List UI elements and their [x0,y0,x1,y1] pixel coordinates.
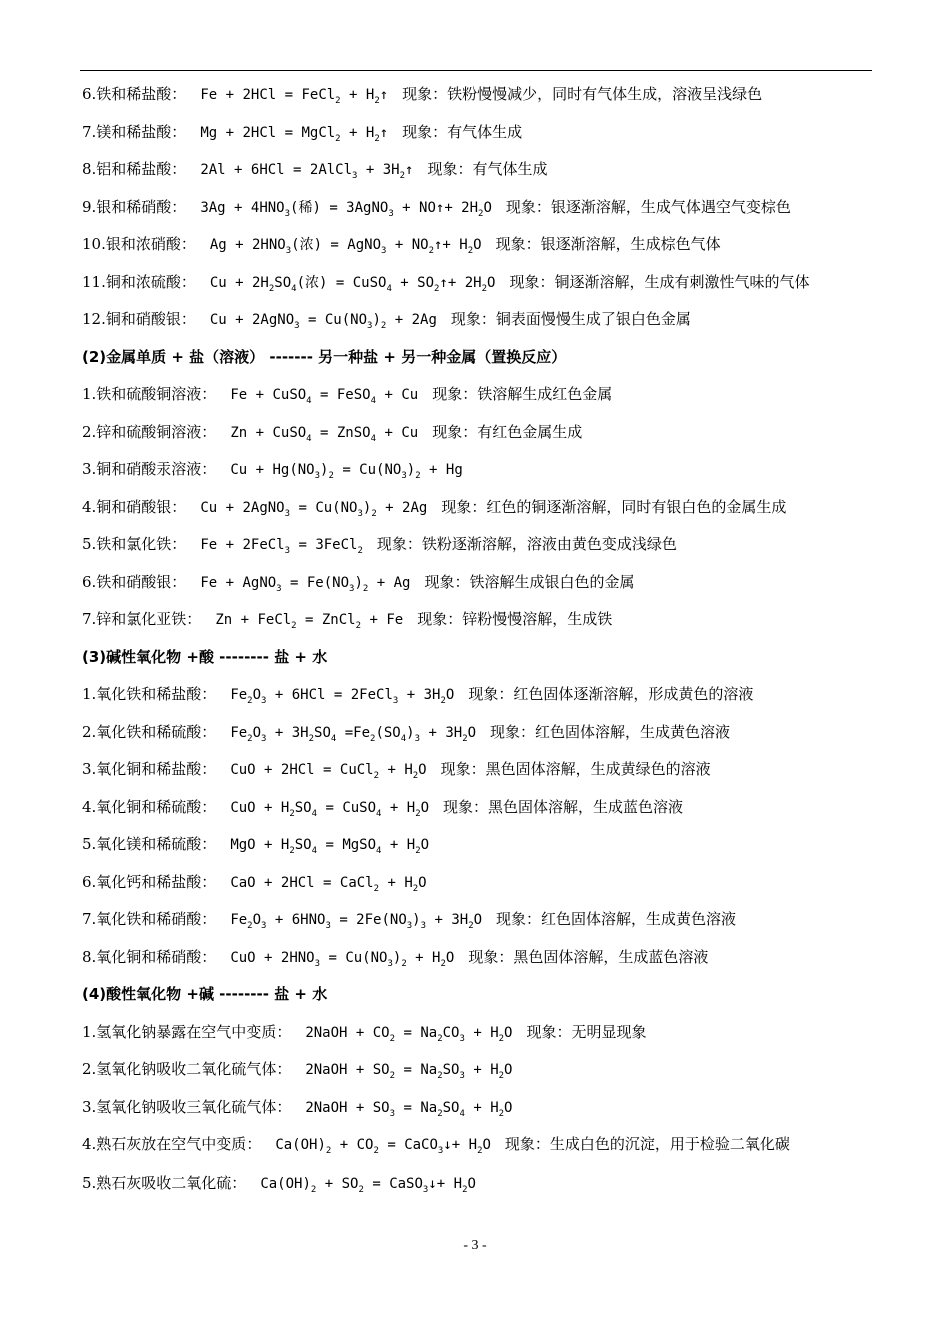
chemical-equation: Mg + 2HCl = MgCl$_2$ + $H_2↑$ [200,124,389,144]
reaction-label: 6.铁和硝酸银： [82,572,187,591]
chemical-equation: Fe + AgNO$_3$ = $Fe(NO_3)_2 + Ag$ [200,574,411,594]
chemical-equation: MgO + $H_2SO_4$ = MgSO$_4$ + $H_2O$ [230,837,430,856]
reaction-line [82,601,872,639]
reaction-line [82,789,872,827]
reaction-label: 2.锌和硫酸铜溶液： [82,422,217,441]
reaction-label: 2.氧化铁和稀硫酸： [82,722,217,741]
reaction-line [82,1051,872,1089]
chemical-equation: CaO + 2HCl = CaCl$_2$ + $H_2O$ [230,874,427,894]
reaction-line [82,1126,872,1165]
reaction-label: 3.氧化铜和稀盐酸： [82,760,217,778]
chemical-equation: CuO + $H_2SO_4$ = CuSO$_4$ + $H_2O$ [230,799,430,819]
chemical-equation: 2NaOH + $SO_3 = Na_2SO_4 + H_2O$ [305,1099,513,1119]
document-body [82,76,872,1202]
chemical-equation: Cu + 2AgNO$_3$ = $Cu(NO_3)_2 + 2Ag$ [209,312,437,331]
reaction-label: 1.氧化铁和稀盐酸： [82,685,217,703]
reaction-phenomenon: 现象：铁溶解生成红色金属 [432,385,613,403]
reaction-phenomenon: 现象：铜表面慢慢生成了银白色金属 [450,310,691,328]
reaction-phenomenon: 现象：锌粉慢慢溶解，生成铁 [417,610,613,628]
reaction-label: 4.铜和硝酸银： [82,497,187,516]
reaction-phenomenon: 现象：红色固体溶解，生成黄色溶液 [496,910,737,928]
chemical-equation: $Cu + 2H_2SO_4$(浓) = CuSO$_4$ + $SO_2↑+ 2H_2O$ [209,274,496,294]
chemical-equation: Cu + 2AgNO$_3$ = $Cu(NO_3)_2 + 2Ag$ [200,499,428,519]
reaction-phenomenon: 现象：红色固体逐渐溶解，形成黄色的溶液 [468,685,754,703]
reaction-phenomenon: 现象：有气体生成 [402,122,523,141]
reaction-line [82,1165,872,1203]
reaction-line [82,751,872,789]
reaction-label: 5.氧化镁和稀硫酸： [82,835,217,853]
reaction-line [82,414,872,452]
reaction-label: 8.氧化铜和稀硝酸： [82,947,217,966]
reaction-phenomenon: 现象：有气体生成 [427,160,548,178]
reaction-label: 12.铜和硝酸银： [82,310,196,328]
section-heading-basic-oxide-acid: (3)碱性氧化物 +酸 -------- 盐 + 水 [82,647,328,666]
reaction-label: 3.氢氧化钠吸收三氧化硫气体： [82,1097,292,1116]
section-heading-acidic-oxide-base: (4)酸性氧化物 +碱 -------- 盐 + 水 [82,985,328,1003]
reaction-line [82,939,872,977]
reaction-phenomenon: 现象：铁粉逐渐溶解，溶液由黄色变成浅绿色 [376,535,677,553]
reaction-phenomenon: 现象：银逐渐溶解，生成气体遇空气变棕色 [505,197,791,216]
reaction-line [82,376,872,414]
reaction-label: 1.铁和硫酸铜溶液： [82,385,217,403]
chemical-equation: $3Ag + 4HNO_3$(稀) = 3AgNO$_3$ + NO↑+ $2H_2O$ [200,199,492,219]
chemical-equation: $Cu + Hg(NO_3)_2 = Cu(NO_3)_2 + Hg$ [230,462,463,481]
header-rule [80,70,872,71]
reaction-label: 7.氧化铁和稀硝酸： [82,910,217,928]
reaction-label: 2.氢氧化钠吸收二氧化硫气体： [82,1060,292,1078]
reaction-phenomenon: 现象：生成白色的沉淀，用于检验二氧化碳 [504,1135,790,1153]
reaction-line [82,264,872,302]
reaction-phenomenon: 现象：铁粉慢慢减少，同时有气体生成，溶液呈浅绿色 [402,85,763,103]
chemical-equation: $Ca(OH)_2 + SO_2$ = CaSO$_3$↓+ $H_2O$ [260,1175,476,1195]
reaction-phenomenon: 现象：无明显现象 [526,1022,647,1041]
reaction-label: 8.铝和稀盐酸： [82,160,187,178]
reaction-phenomenon: 现象：红色固体溶解，生成黄色溶液 [490,722,731,741]
reaction-line [82,226,872,264]
reaction-line [82,901,872,939]
chemical-equation: 2NaOH + $SO_2 = Na_2SO_3 + H_2O$ [305,1062,513,1081]
reaction-label: 6.铁和稀盐酸： [82,85,187,103]
reaction-label: 5.铁和氯化铁： [82,535,187,553]
reaction-line [82,489,872,527]
chemical-equation: Fe + CuSO$_4$ = FeSO$_4$ + Cu [230,387,419,406]
reaction-line [82,714,872,752]
reaction-line [82,1089,872,1127]
reaction-line [82,301,872,339]
chemical-equation: 2Al + 6HCl = 2AlCl$_3$ + $3H_2↑$ [200,162,414,181]
reaction-label: 3.铜和硝酸汞溶液： [82,460,217,478]
reaction-phenomenon: 现象：红色的铜逐渐溶解，同时有银白色的金属生成 [441,497,787,516]
chemical-equation: $Fe_2O_3 + 6HCl$ = 2FeCl$_3$ + $3H_2O$ [230,687,455,706]
reaction-phenomenon: 现象：银逐渐溶解，生成棕色气体 [495,235,721,253]
reaction-label: 6.氧化钙和稀盐酸： [82,872,217,891]
chemical-equation: Fe + 2FeCl$_3$ = 3FeCl$_2$ [200,537,363,556]
chemical-equation: CuO + $2HNO_3 = Cu(NO_3)_2 + H_2O$ [230,949,455,969]
reaction-line [82,76,872,114]
reaction-label: 4.熟石灰放在空气中变质： [82,1135,262,1153]
chemical-equation: CuO + 2HCl = CuCl$_2$ + $H_2O$ [230,762,427,781]
chemical-equation: Zn + FeCl$_2$ = ZnCl$_2$ + Fe [215,612,404,631]
reaction-label: 1.氢氧化钠暴露在空气中变质： [82,1022,292,1041]
reaction-line [82,826,872,864]
reaction-line [82,114,872,152]
reaction-line [82,526,872,564]
reaction-label: 7.锌和氯化亚铁： [82,610,202,628]
reaction-label: 10.银和浓硝酸： [82,235,196,253]
section-heading-metal-salt: (2)金属单质 + 盐（溶液） ------- 另一种盐 + 另一种金属（置换反应） [82,347,567,366]
reaction-phenomenon: 现象：铁溶解生成银白色的金属 [424,572,635,591]
reaction-phenomenon: 现象：铜逐渐溶解，生成有刺激性气味的气体 [509,272,810,291]
reaction-phenomenon: 现象：有红色金属生成 [432,422,583,441]
reaction-label: 11.铜和浓硫酸： [82,272,196,291]
chemical-equation: Zn + CuSO$_4$ = ZnSO$_4$ + Cu [230,424,419,444]
reaction-label: 7.镁和稀盐酸： [82,122,187,141]
page-number: - 3 - [463,1238,487,1253]
chemical-equation: $Fe_2O_3 + 3H_2SO_4 =Fe_2(SO_4)_3 + 3H_2O$ [230,724,477,744]
chemical-equation: 2NaOH + $CO_2 = Na_2CO_3 + H_2O$ [305,1024,513,1044]
reaction-label: 9.银和稀硝酸： [82,197,187,216]
chemical-equation: $Ca(OH)_2 + CO_2$ = CaCO$_3$↓+ $H_2O$ [275,1137,491,1156]
reaction-line [82,189,872,227]
reaction-label: 4.氧化铜和稀硫酸： [82,797,217,816]
reaction-line [82,151,872,189]
chemical-equation: Fe + 2HCl = FeCl$_2$ + $H_2↑$ [200,87,389,106]
reaction-phenomenon: 现象：黑色固体溶解，生成黄绿色的溶液 [440,760,711,778]
reaction-phenomenon: 现象：黑色固体溶解，生成蓝色溶液 [443,797,684,816]
reaction-line [82,564,872,602]
chemical-equation: $Ag + 2HNO_3$(浓) = AgNO$_3$ + $NO_2↑+ H_2O$ [209,237,482,256]
reaction-label: 5.熟石灰吸收二氧化硫： [82,1173,247,1192]
chemical-equation: $Fe_2O_3 + 6HNO_3 = 2Fe(NO_3)_3 + 3H_2O$ [230,912,483,931]
reaction-line [82,864,872,902]
reaction-line [82,676,872,714]
reaction-line [82,451,872,489]
reaction-phenomenon: 现象：黑色固体溶解，生成蓝色溶液 [468,947,709,966]
reaction-line [82,1014,872,1052]
